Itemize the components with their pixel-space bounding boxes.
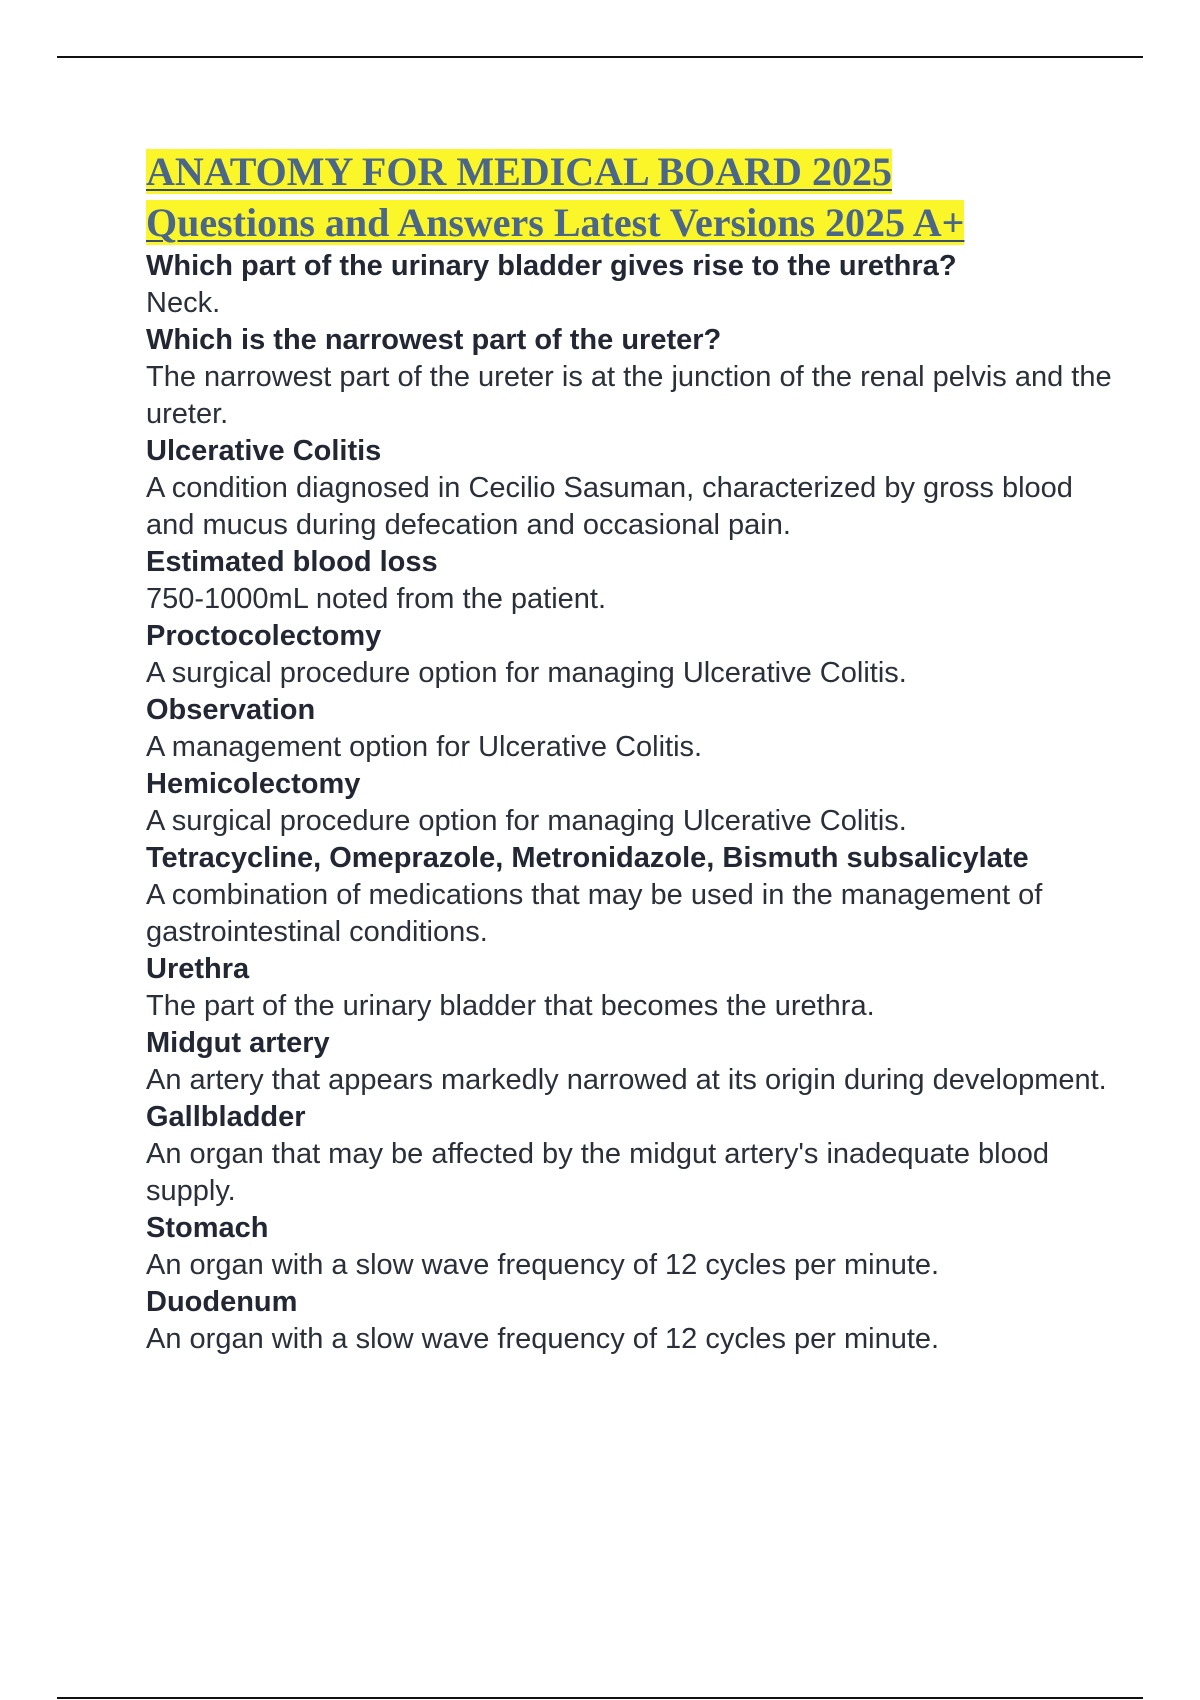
question: Urethra [146,953,250,985]
answer: An organ with a slow wave frequency of 12 cycles per minute. [146,1249,940,1281]
document-body [146,146,1126,1358]
qa-item [146,433,1126,544]
answer: The narrowest part of the ureter is at the junction of the renal pelvis and the ureter. [146,361,1112,430]
answer: A surgical procedure option for managing Ulcerative Colitis. [146,805,907,837]
answer: An organ that may be affected by the midgut artery's inadequate blood supply. [146,1138,1049,1207]
answer: 750-1000mL noted from the patient. [146,583,607,615]
answer: A management option for Ulcerative Colitis. [146,731,703,763]
answer: An organ with a slow wave frequency of 12 cycles per minute. [146,1323,940,1355]
answer: A surgical procedure option for managing Ulcerative Colitis. [146,657,907,689]
qa-item [146,840,1126,951]
question: Stomach [146,1212,269,1244]
answer: A condition diagnosed in Cecilio Sasuman, characterized by gross blood and mucus during defecation and occasional pain. [146,472,1073,541]
document-title-line-1: ANATOMY FOR MEDICAL BOARD 2025 [146,149,892,194]
question: Duodenum [146,1286,298,1318]
question: Ulcerative Colitis [146,435,382,467]
qa-item [146,248,1126,322]
question: Tetracycline, Omeprazole, Metronidazole, Bismuth subsalicylate [146,842,1029,874]
question: Proctocolectomy [146,620,382,652]
question: Hemicolectomy [146,768,361,800]
answer: A combination of medications that may be used in the management of gastrointestinal conditions. [146,879,1043,948]
top-rule [57,56,1143,58]
qa-item [146,766,1126,840]
qa-item [146,1099,1126,1210]
question: Gallbladder [146,1101,306,1133]
qa-item [146,1210,1126,1284]
qa-item [146,1284,1126,1358]
qa-item [146,692,1126,766]
bottom-rule [57,1697,1143,1699]
answer: An artery that appears markedly narrowed at its origin during development. [146,1064,1107,1096]
qa-item [146,618,1126,692]
question: Estimated blood loss [146,546,438,578]
question: Which is the narrowest part of the ureter? [146,324,722,356]
qa-item [146,544,1126,618]
qa-item [146,951,1126,1025]
document-title-line-2: Questions and Answers Latest Versions 2025 A+ [146,200,965,245]
answer: The part of the urinary bladder that becomes the urethra. [146,990,875,1022]
qa-item [146,322,1126,433]
question: Observation [146,694,316,726]
question: Which part of the urinary bladder gives rise to the urethra? [146,250,957,282]
question: Midgut artery [146,1027,330,1059]
qa-item [146,1025,1126,1099]
answer: Neck. [146,287,221,319]
